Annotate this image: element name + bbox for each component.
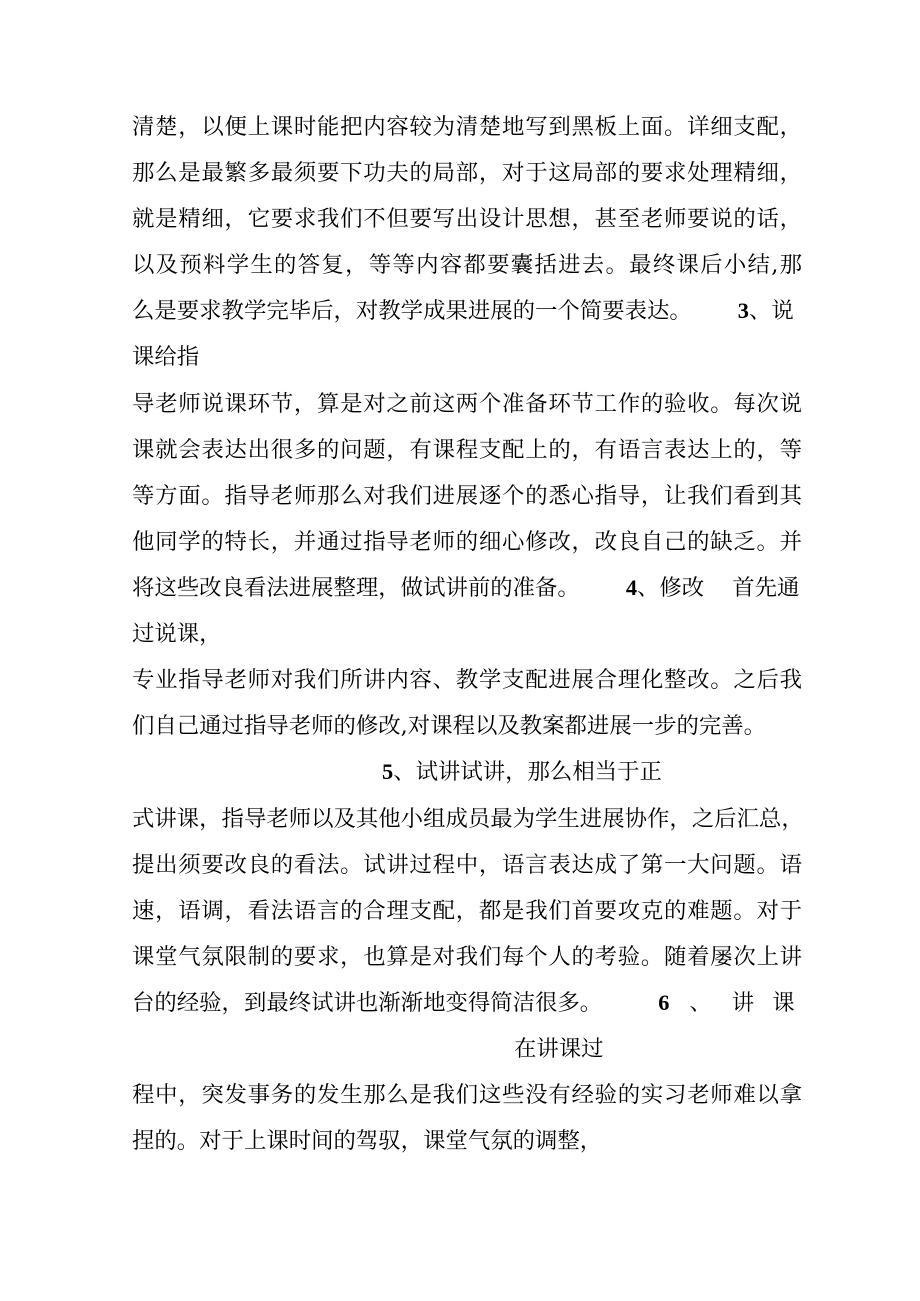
text-line-7: 导老师说课环节，算是对之前这两个准备环节工作的验收。每次说 bbox=[132, 391, 802, 417]
text-line-12: 过说课， bbox=[132, 621, 222, 647]
text-line-20 bbox=[132, 981, 802, 1025]
text-line-18: 速，语调，看法语言的合理支配，都是我们首要攻克的难题。对于 bbox=[132, 898, 802, 924]
item-6-number: 6 bbox=[658, 990, 670, 1015]
text-line-2: 那么是最繁多最须要下功夫的局部，对于这局部的要求处理精细， bbox=[132, 160, 802, 186]
item-3-number: 3 bbox=[737, 298, 749, 323]
text-line-3: 就是精细，它要求我们不但要写出设计思想，甚至老师要说的话， bbox=[132, 206, 802, 232]
item-5-number: 5 bbox=[382, 759, 394, 784]
text-line-20-body: 台的经验，到最终试讲也渐渐地变得简洁很多。 bbox=[132, 990, 603, 1016]
text-line-8: 课就会表达出很多的问题，有课程支配上的，有语言表达上的，等 bbox=[132, 437, 802, 463]
text-line-9: 等方面。指导老师那么对我们进展逐个的悉心指导，让我们看到其 bbox=[132, 483, 802, 509]
text-line-17: 提出须要改良的看法。试讲过程中，语言表达成了第一大问题。语 bbox=[132, 852, 802, 878]
item-4-continuation: 首先通 bbox=[732, 575, 800, 601]
item-4-number: 4 bbox=[625, 575, 638, 600]
text-line-23: 捏的。对于上课时间的驾驭，课堂气氛的调整， bbox=[132, 1128, 603, 1154]
text-line-1: 清楚，以便上课时能把内容较为清楚地写到黑板上面。详细支配， bbox=[132, 114, 802, 140]
item-5-heading: 、试讲试讲，那么相当于正 bbox=[393, 759, 662, 785]
text-line-6: 课给指 bbox=[132, 344, 200, 370]
text-line-15 bbox=[382, 750, 682, 794]
text-line-10: 他同学的特长，并通过指导老师的细心修改，改良自己的缺乏。并 bbox=[132, 529, 802, 555]
item-6-heading-char-1: 讲 bbox=[731, 990, 755, 1016]
text-line-16: 式讲课，指导老师以及其他小组成员最为学生进展协作，之后汇总， bbox=[132, 806, 804, 832]
text-line-4: 以及预料学生的答复，等等内容都要囊括进去。最终课后小结,那 bbox=[132, 252, 802, 278]
item-3-heading: 、说 bbox=[748, 298, 794, 324]
text-line-5-body: 么是要求教学完毕后，对教学成果进展的一个简要表达。 bbox=[132, 298, 692, 324]
text-line-19: 课堂气氛限制的要求，也算是对我们每个人的考验。随着屡次上讲 bbox=[132, 944, 802, 970]
item-6-heading-char-2: 课 bbox=[772, 990, 795, 1016]
item-6-separator: 、 bbox=[689, 990, 712, 1016]
text-line-5 bbox=[132, 289, 802, 333]
text-line-22: 程中，突发事务的发生那么是我们这些没有经验的实习老师难以拿 bbox=[132, 1082, 802, 1108]
text-line-21: 在讲课过 bbox=[514, 1036, 604, 1062]
text-line-11-body: 将这些改良看法进展整理，做试讲前的准备。 bbox=[132, 575, 580, 601]
text-line-13: 专业指导老师对我们所讲内容、教学支配进展合理化整改。之后我 bbox=[132, 667, 802, 693]
text-line-14: 们自己通过指导老师的修改,对课程以及教案都进展一步的完善。 bbox=[132, 713, 767, 739]
text-line-11 bbox=[132, 566, 802, 610]
item-4-heading: 、修改 bbox=[637, 575, 705, 601]
